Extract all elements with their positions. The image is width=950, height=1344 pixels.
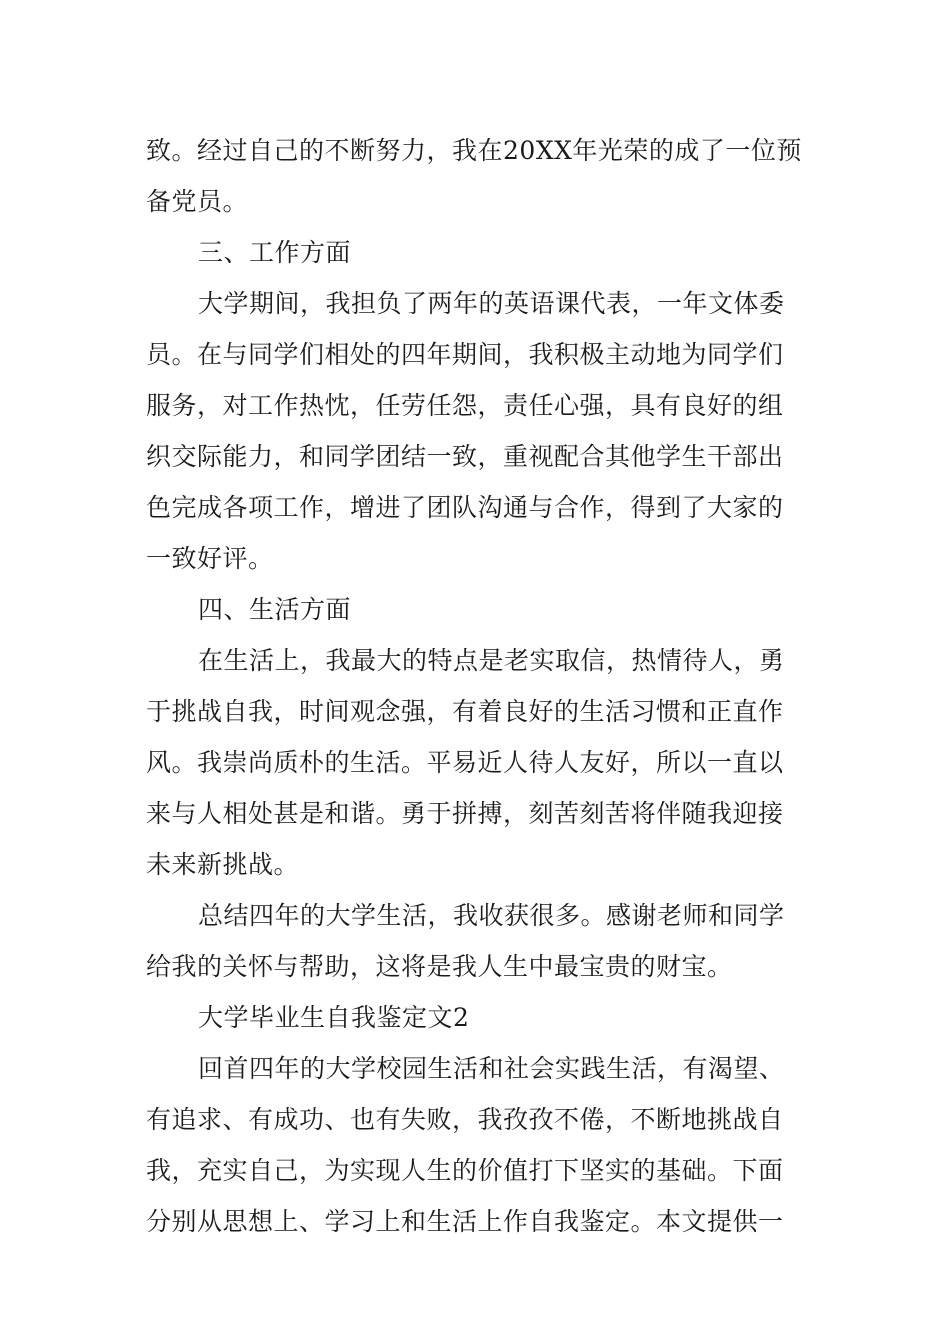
text-line: 在生活上，我最大的特点是老实取信，热情待人，勇 [198, 646, 785, 675]
text-line: 总结四年的大学生活，我收获很多。感谢老师和同学 [198, 901, 785, 930]
text-line: 于挑战自我，时间观念强，有着良好的生活习惯和正直作 [146, 697, 784, 726]
section-heading-work: 三、工作方面 [198, 238, 352, 267]
text-line: 未来新挑战。 [146, 850, 300, 879]
text-line: 给我的关怀与帮助，这将是我人生中最宝贵的财宝。 [146, 952, 733, 981]
text-line: 回首四年的大学校园生活和社会实践生活，有渴望、 [198, 1054, 785, 1083]
text-line: 一致好评。 [146, 544, 274, 573]
text-line: 大学期间，我担负了两年的英语课代表，一年文体委 [198, 289, 785, 318]
text-line: 致。经过自己的不断努力，我在20XX年光荣的成了一位预 [146, 136, 802, 165]
text-line: 色完成各项工作，增进了团队沟通与合作，得到了大家的 [146, 493, 784, 522]
text-line: 来与人相处甚是和谐。勇于拼搏，刻苦刻苦将伴随我迎接 [146, 799, 784, 828]
text-line: 有追求、有成功、也有失败，我孜孜不倦，不断地挑战自 [146, 1105, 784, 1134]
text-line: 分别从思想上、学习上和生活上作自我鉴定。本文提供一 [146, 1207, 784, 1236]
document-body [146, 125, 808, 1247]
section-heading-life: 四、生活方面 [198, 595, 352, 624]
text-line: 备党员。 [146, 187, 249, 216]
text-line: 服务，对工作热忱，任劳任怨，责任心强，具有良好的组 [146, 391, 784, 420]
text-line: 风。我崇尚质朴的生活。平易近人待人友好，所以一直以 [146, 748, 784, 777]
text-line: 我，充实自己，为实现人生的价值打下坚实的基础。下面 [146, 1156, 784, 1185]
article-title: 大学毕业生自我鉴定文2 [198, 1003, 470, 1032]
text-line: 员。在与同学们相处的四年期间，我积极主动地为同学们 [146, 340, 784, 369]
text-line: 织交际能力，和同学团结一致，重视配合其他学生干部出 [146, 442, 784, 471]
